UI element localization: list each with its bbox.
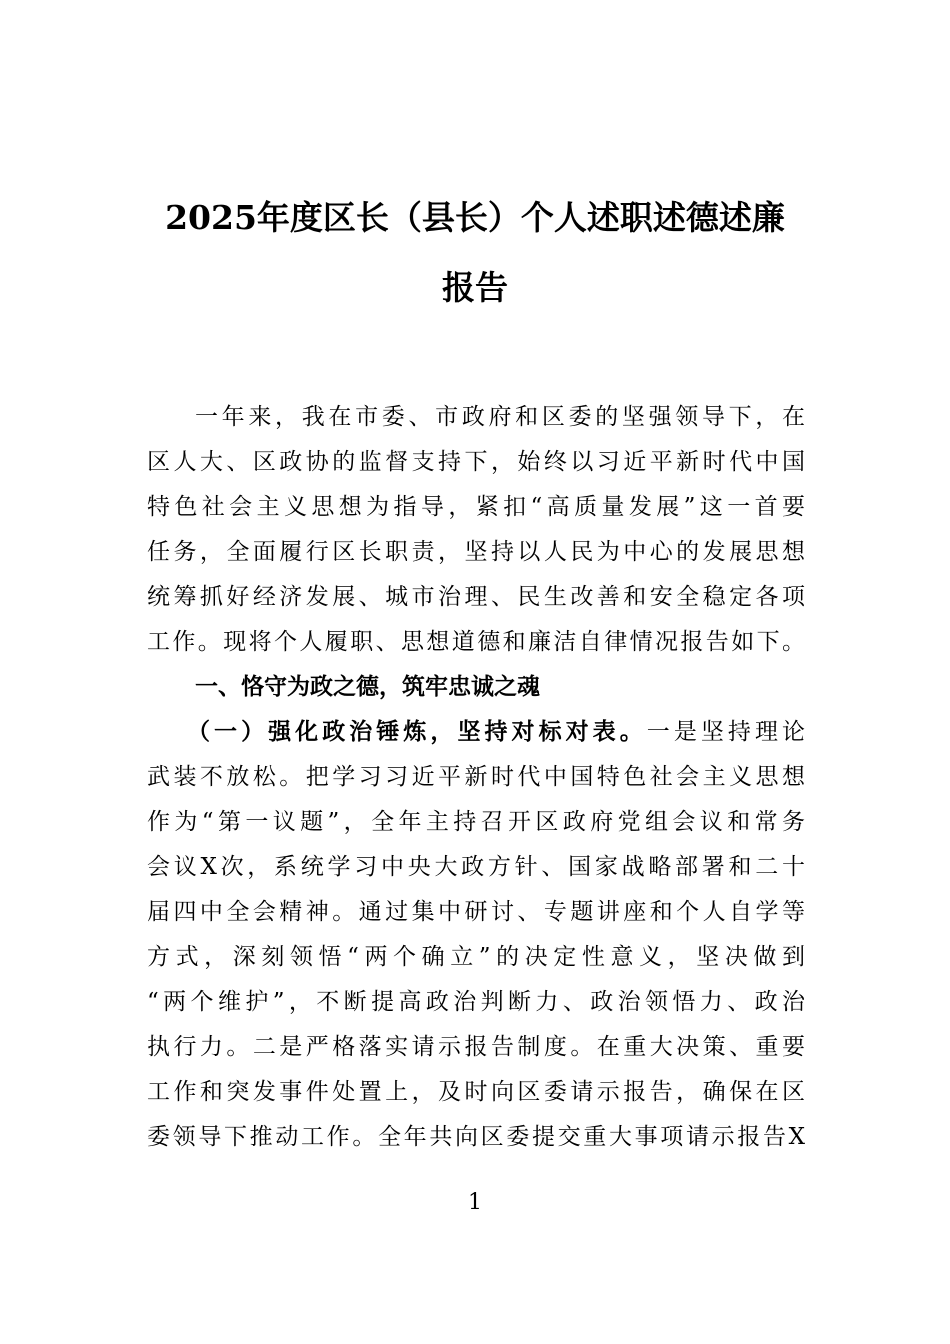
paragraph-line: 工作和突发事件处置上，及时向区委请示报告，确保在区	[147, 1079, 805, 1105]
intro-line: 统筹抓好经济发展、城市治理、民生改善和安全稳定各项	[147, 584, 805, 610]
paragraph-line: 执行力。二是严格落实请示报告制度。在重大决策、重要	[147, 1034, 805, 1060]
paragraph-line: 委领导下推动工作。全年共向区委提交重大事项请示报告X	[147, 1124, 805, 1150]
paragraph-line: 会议X次，系统学习中央大政方针、国家战略部署和二十	[147, 854, 805, 880]
paragraph-line: “两个维护”，不断提高政治判断力、政治领悟力、政治	[147, 989, 805, 1015]
intro-line: 区人大、区政协的监督支持下，始终以习近平新时代中国	[147, 449, 805, 475]
intro-line: 特色社会主义思想为指导，紧扣“高质量发展”这一首要	[147, 494, 805, 520]
subsection-first-line	[147, 712, 805, 757]
intro-line: 任务，全面履行区长职责，坚持以人民为中心的发展思想	[147, 539, 805, 565]
intro-line: 工作。现将个人履职、思想道德和廉洁自律情况报告如下。	[147, 629, 805, 655]
page-number: 1	[468, 1190, 482, 1215]
document-title-line-2: 报告	[442, 268, 508, 307]
paragraph-line: 方式，深刻领悟“两个确立”的决定性意义，坚决做到	[147, 944, 805, 970]
document-body	[147, 397, 805, 1162]
paragraph-line: 武装不放松。把学习习近平新时代中国特色社会主义思想	[147, 764, 805, 790]
document-title-line-1: 2025年度区长（县长）个人述职述德述廉	[165, 198, 785, 237]
paragraph-line: 届四中全会精神。通过集中研讨、专题讲座和个人自学等	[147, 899, 805, 925]
section-heading: 一、恪守为政之德，筑牢忠诚之魂	[195, 673, 540, 700]
paragraph-line: 作为“第一议题”，全年主持召开区政府党组会议和常务	[147, 809, 805, 835]
paragraph-text: 一是坚持理论	[646, 719, 806, 745]
intro-line: 一年来，我在市委、市政府和区委的坚强领导下，在	[195, 404, 805, 430]
subsection-heading: （一）强化政治锤炼，坚持对标对表。	[187, 718, 647, 745]
